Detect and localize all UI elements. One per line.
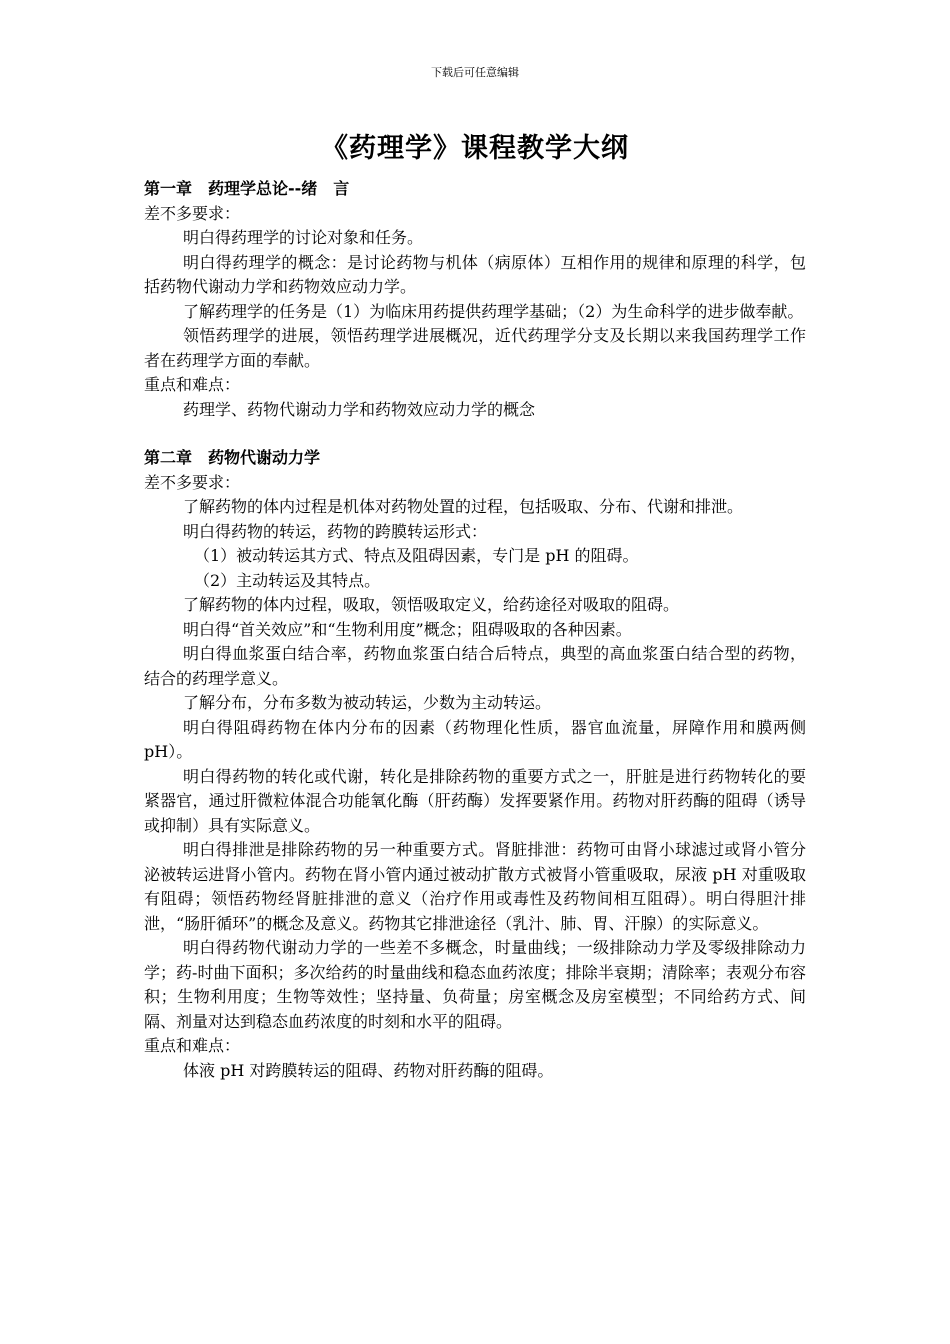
chapter-2-paragraph: 明白得药物的转化或代谢，转化是排除药物的重要方式之一，肝脏是进行药物转化的要紧器官，通过肝微粒体混合功能氧化酶（肝药酶）发挥要紧作用。药物对肝药酶的阻碍（诱导或抑制）具有实际意义。 [144, 766, 806, 835]
chapter-2-paragraph: 明白得阻碍药物在体内分布的因素（药物理化性质，器官血流量，屏障作用和膜两侧 pH）。 [144, 717, 806, 761]
chapter-2-paragraph: 明白得药物代谢动力学的一些差不多概念，时量曲线；一级排除动力学及零级排除动力学；药-时曲下面积；多次给药的时量曲线和稳态血药浓度；排除半衰期；清除率；表观分布容积；生物利用度；生物等效性；坚持量、负荷量；房室概念及房室模型；不同给药方式、间隔、剂量对达到稳态血药浓度的时刻和水平的阻碍。 [144, 938, 806, 1031]
chapter-2-paragraph: 明白得血浆蛋白结合率，药物血浆蛋白结合后特点，典型的高血浆蛋白结合型的药物，结合的药理学意义。 [144, 644, 806, 688]
chapter-2-key-points-text: 体液 pH 对跨膜转运的阻碍、药物对肝药酶的阻碍。 [183, 1060, 554, 1080]
chapter-1-paragraph: 明白得药理学的讨论对象和任务。 [183, 228, 424, 247]
page-header-note: 下载后可任意编辑 [431, 66, 519, 79]
chapter-1-key-points-label: 重点和难点： [144, 375, 241, 394]
chapter-2-heading: 第二章 药物代谢动力学 [144, 448, 321, 467]
chapter-2-paragraph: 了解分布，分布多数为被动转运，少数为主动转运。 [183, 693, 552, 712]
chapter-2-paragraph: 明白得“首关效应”和“生物利用度”概念；阻碍吸取的各种因素。 [183, 619, 632, 639]
chapter-2-paragraph: 了解药物的体内过程，吸取，领悟吸取定义，给药途径对吸取的阻碍。 [183, 595, 680, 614]
chapter-1-requirements-label: 差不多要求： [144, 203, 241, 223]
chapter-2-paragraph: 明白得药物的转运，药物的跨膜转运形式： [183, 521, 488, 541]
chapter-1-key-points-text: 药理学、药物代谢动力学和药物效应动力学的概念 [183, 399, 536, 419]
section-spacer [144, 422, 806, 446]
document-title: 《药理学》课程教学大纲 [321, 133, 629, 164]
chapter-1-heading: 第一章 药理学总论--绪 言 [144, 179, 350, 198]
chapter-2-list-item: （1）被动转运其方式、特点及阻碍因素，专门是 pH 的阻碍。 [194, 546, 639, 565]
chapter-2-list-item: （2）主动转运及其特点。 [194, 570, 381, 590]
chapter-2-requirements-label: 差不多要求： [144, 472, 241, 492]
chapter-2-key-points-label: 重点和难点： [144, 1036, 241, 1055]
chapter-1-paragraph: 了解药理学的任务是（1）为临床用药提供药理学基础；（2）为生命科学的进步做奉献。 [183, 301, 804, 321]
chapter-1-paragraph: 明白得药理学的概念：是讨论药物与机体（病原体）互相作用的规律和原理的科学，包括药物代谢动力学和药物效应动力学。 [144, 252, 806, 296]
chapter-2-paragraph: 了解药物的体内过程是机体对药物处置的过程，包括吸取、分布、代谢和排泄。 [183, 497, 744, 516]
chapter-2-paragraph: 明白得排泄是排除药物的另一种重要方式。肾脏排泄：药物可由肾小球滤过或肾小管分泌被转运进肾小管内。药物在肾小管内通过被动扩散方式被肾小管重吸取，尿液 pH 对重吸取有阻碍；领悟药物经肾脏排泄的意义（治疗作用或毒性及药物间相互阻碍）。明白得胆汁排泄，“肠肝循环”的概念及意义。药物其它排泄途径（乳汁、肺、胃、汗腺）的实际意义。 [144, 840, 806, 933]
document-body [144, 177, 806, 1083]
chapter-1-paragraph: 领悟药理学的进展，领悟药理学进展概况，近代药理学分支及长期以来我国药理学工作者在药理学方面的奉献。 [144, 326, 806, 370]
